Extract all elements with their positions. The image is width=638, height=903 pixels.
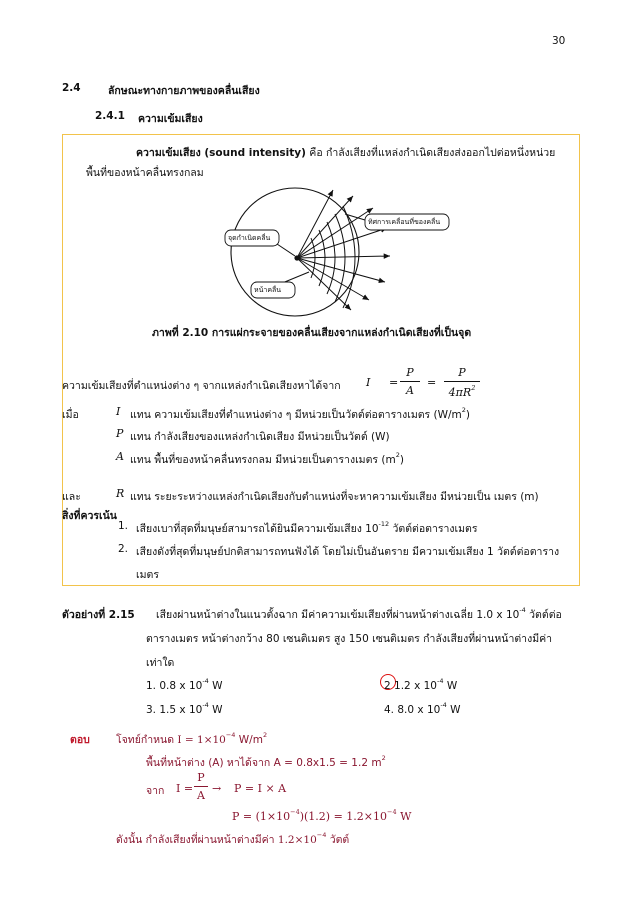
- formula-eq1: =: [389, 376, 399, 389]
- choice-4-exp: -4: [440, 701, 447, 709]
- subsection-title: ความเข้มเสียง: [138, 113, 203, 125]
- where-def-r: แทน ระยะระหว่างแหล่งกำเนิดเสียงกับตำแหน่งที่จะหาความเข้มเสียง มีหน่วยเป็น เมตร (m): [130, 491, 539, 503]
- choice-3-exp: -4: [202, 701, 209, 709]
- and-label: และ: [62, 491, 81, 503]
- ray-6: [297, 258, 385, 282]
- choice-3-unit: W: [212, 704, 223, 716]
- definition-term: ความเข้มเสียง (sound intensity): [136, 147, 306, 159]
- wavefront-arc-3: [327, 222, 335, 294]
- where-sym-p: P: [116, 427, 124, 440]
- where-def-i-exp: 2: [461, 406, 466, 414]
- choice-3[interactable]: [146, 701, 223, 716]
- from-label: จาก: [146, 785, 165, 797]
- calc-exp-1: −4: [290, 808, 300, 816]
- source-pointer: [277, 244, 295, 256]
- choice-1-unit: W: [212, 680, 223, 692]
- example-line3: เท่าใด: [146, 657, 175, 669]
- area-exp: 2: [381, 754, 386, 762]
- choice-2[interactable]: [384, 677, 457, 692]
- section-number: 2.4: [62, 82, 81, 94]
- choice-2-text: 1.2 x 10: [394, 680, 437, 692]
- from-rhs: P = I × A: [234, 782, 287, 795]
- choice-2-unit: W: [446, 680, 458, 692]
- from-arrow: →: [212, 782, 222, 795]
- choice-4[interactable]: [384, 701, 461, 716]
- choice-3-text: 1.5 x 10: [159, 704, 203, 716]
- example-line2: ตารางเมตร หน้าต่างกว้าง 80 เซนติเมตร สูง 150 เซนติเมตร กำลังเสียงที่ผ่านหน้าต่างมีค่า: [146, 633, 553, 645]
- subsection-number: 2.4.1: [95, 110, 125, 122]
- where-def-a: [130, 451, 404, 468]
- wave-diagram: [205, 186, 485, 318]
- example-line1-text: เสียงผ่านหน้าต่างในแนวตั้งฉาก มีค่าความเข้มเสียงที่ผ่านหน้าต่างเฉลี่ย 1.0 x 10: [156, 609, 520, 621]
- where-def-i: [130, 406, 470, 423]
- given-exp: −4: [225, 731, 236, 739]
- where-def-a-tail: ): [399, 454, 404, 466]
- answer-area: [146, 754, 386, 771]
- note-1: [136, 520, 478, 537]
- figure-caption: ภาพที่ 2.10 การแผ่กระจายของคลื่นเสียงจากแหล่งกำเนิดเสียงที่เป็นจุด: [152, 327, 472, 339]
- note-1-number: 1.: [118, 520, 129, 532]
- where-def-p: แทน กำลังเสียงของแหล่งกำเนิดเสียง มีหน่วยเป็นวัตต์ (W): [130, 431, 390, 443]
- note-1-text: เสียงเบาที่สุดที่มนุษย์สามารถได้ยินมีความเข้มเสียง 10: [136, 523, 379, 535]
- fraction2-den-exp: 2: [471, 384, 476, 392]
- label-wavefront: หน้าคลื่น: [254, 286, 282, 294]
- conclusion-text: ดังนั้น กำลังเสียงที่ผ่านหน้าต่างมีค่า: [116, 834, 275, 846]
- conclusion-unit: วัตต์: [329, 834, 350, 846]
- outer-circle: [231, 188, 359, 316]
- source-point: [294, 255, 299, 260]
- choice-4-num: 4.: [384, 704, 395, 716]
- where-def-i-text: แทน ความเข้มเสียงที่ตำแหน่งต่าง ๆ มีหน่วยเป็นวัตต์ต่อตารางเมตร (W/m: [130, 409, 462, 421]
- note-1-exp: -12: [378, 520, 390, 528]
- calc-part-a: P = (1×10: [232, 810, 291, 823]
- fraction1-denominator: A: [406, 384, 414, 397]
- example-line1: [156, 606, 562, 623]
- example-label: ตัวอย่างที่ 2.15: [62, 609, 135, 621]
- from-numerator: P: [197, 771, 205, 784]
- given-label: โจทย์กำหนด: [116, 734, 175, 746]
- choice-1[interactable]: [146, 677, 223, 692]
- note-1-tail: วัตต์ต่อตารางเมตร: [392, 523, 478, 535]
- example-line1-exp: -4: [519, 606, 526, 614]
- fraction2-numerator: P: [458, 366, 466, 379]
- from-lhs: I =: [176, 782, 194, 795]
- calc-exp-2: −4: [387, 808, 397, 816]
- notes-title: สิ่งที่ควรเน้น: [62, 510, 117, 522]
- choice-1-text: 0.8 x 10: [159, 680, 203, 692]
- where-def-a-text: แทน พื้นที่ของหน้าคลื่นทรงกลม มีหน่วยเป็นตารางเมตร (m: [130, 454, 396, 466]
- calc-unit: W: [400, 810, 412, 823]
- formula-intro: ความเข้มเสียงที่ตำแหน่งต่าง ๆ จากแหล่งกำเนิดเสียงหาได้จาก: [62, 380, 341, 392]
- calc-part-b: )(1.2) = 1.2×10: [299, 810, 388, 823]
- definition-text1: คือ กำลังเสียงที่แหล่งกำเนิดเสียงส่งออกไปต่อหนึ่งหน่วย: [309, 147, 556, 159]
- conclusion: [116, 831, 349, 848]
- from-denominator: A: [197, 789, 205, 802]
- where-label: เมื่อ: [62, 409, 79, 421]
- answer-given: [116, 731, 267, 748]
- fraction1-numerator: P: [406, 366, 414, 379]
- from-fraction: [194, 771, 208, 802]
- area-text: พื้นที่หน้าต่าง (A) หาได้จาก A = 0.8x1.5 = 1.2 m: [146, 757, 382, 769]
- given-eq: I = 1×10: [177, 734, 226, 746]
- label-direction: ทิศการเคลื่อนที่ของคลื่น: [368, 218, 441, 226]
- label-source: จุดกำเนิดคลื่น: [228, 234, 271, 242]
- example-line1-tail: วัตต์ต่อ: [529, 609, 562, 621]
- choice-1-exp: -4: [202, 677, 209, 685]
- fraction2-denominator: [444, 384, 480, 399]
- note-2-line1: เสียงดังที่สุดที่มนุษย์ปกติสามารถทนฟังได้ โดยไม่เป็นอันตราย มีความเข้มเสียง 1 วัตต์ต่อตาราง: [136, 546, 560, 558]
- given-unit: W/m: [238, 734, 263, 746]
- section-title: ลักษณะทางกายภาพของคลื่นเสียง: [108, 85, 260, 97]
- note-2-number: 2.: [118, 543, 129, 555]
- where-sym-i: I: [116, 405, 121, 418]
- ray-5: [297, 256, 390, 258]
- choice-1-num: 1.: [146, 680, 157, 692]
- where-def-i-tail: ): [465, 409, 471, 421]
- formula-eq2: =: [427, 376, 437, 389]
- choice-4-unit: W: [450, 704, 461, 716]
- formula-fraction-2: [444, 366, 480, 399]
- choice-4-text: 8.0 x 10: [397, 704, 441, 716]
- definition-line1: [136, 144, 555, 161]
- choice-2-num: 2: [384, 680, 391, 692]
- where-sym-r: R: [116, 487, 125, 500]
- note-2-line2: เมตร: [136, 569, 159, 581]
- formula-lhs: I: [366, 376, 371, 389]
- conclusion-value: 1.2×10: [277, 834, 317, 846]
- fraction2-den-text: 4πR: [448, 386, 472, 399]
- given-unit-exp: 2: [262, 731, 268, 739]
- choice-3-num: 3.: [146, 704, 157, 716]
- conclusion-exp: −4: [316, 831, 327, 839]
- page-number: 30: [552, 35, 566, 47]
- calculation: [232, 808, 411, 823]
- where-sym-a: A: [116, 450, 124, 463]
- choice-2-exp: -4: [436, 677, 444, 685]
- where-def-a-exp: 2: [395, 451, 400, 459]
- formula-fraction-1: [400, 366, 420, 397]
- answer-label: ตอบ: [70, 734, 90, 746]
- definition-line2: พื้นที่ของหน้าคลื่นทรงกลม: [86, 167, 204, 179]
